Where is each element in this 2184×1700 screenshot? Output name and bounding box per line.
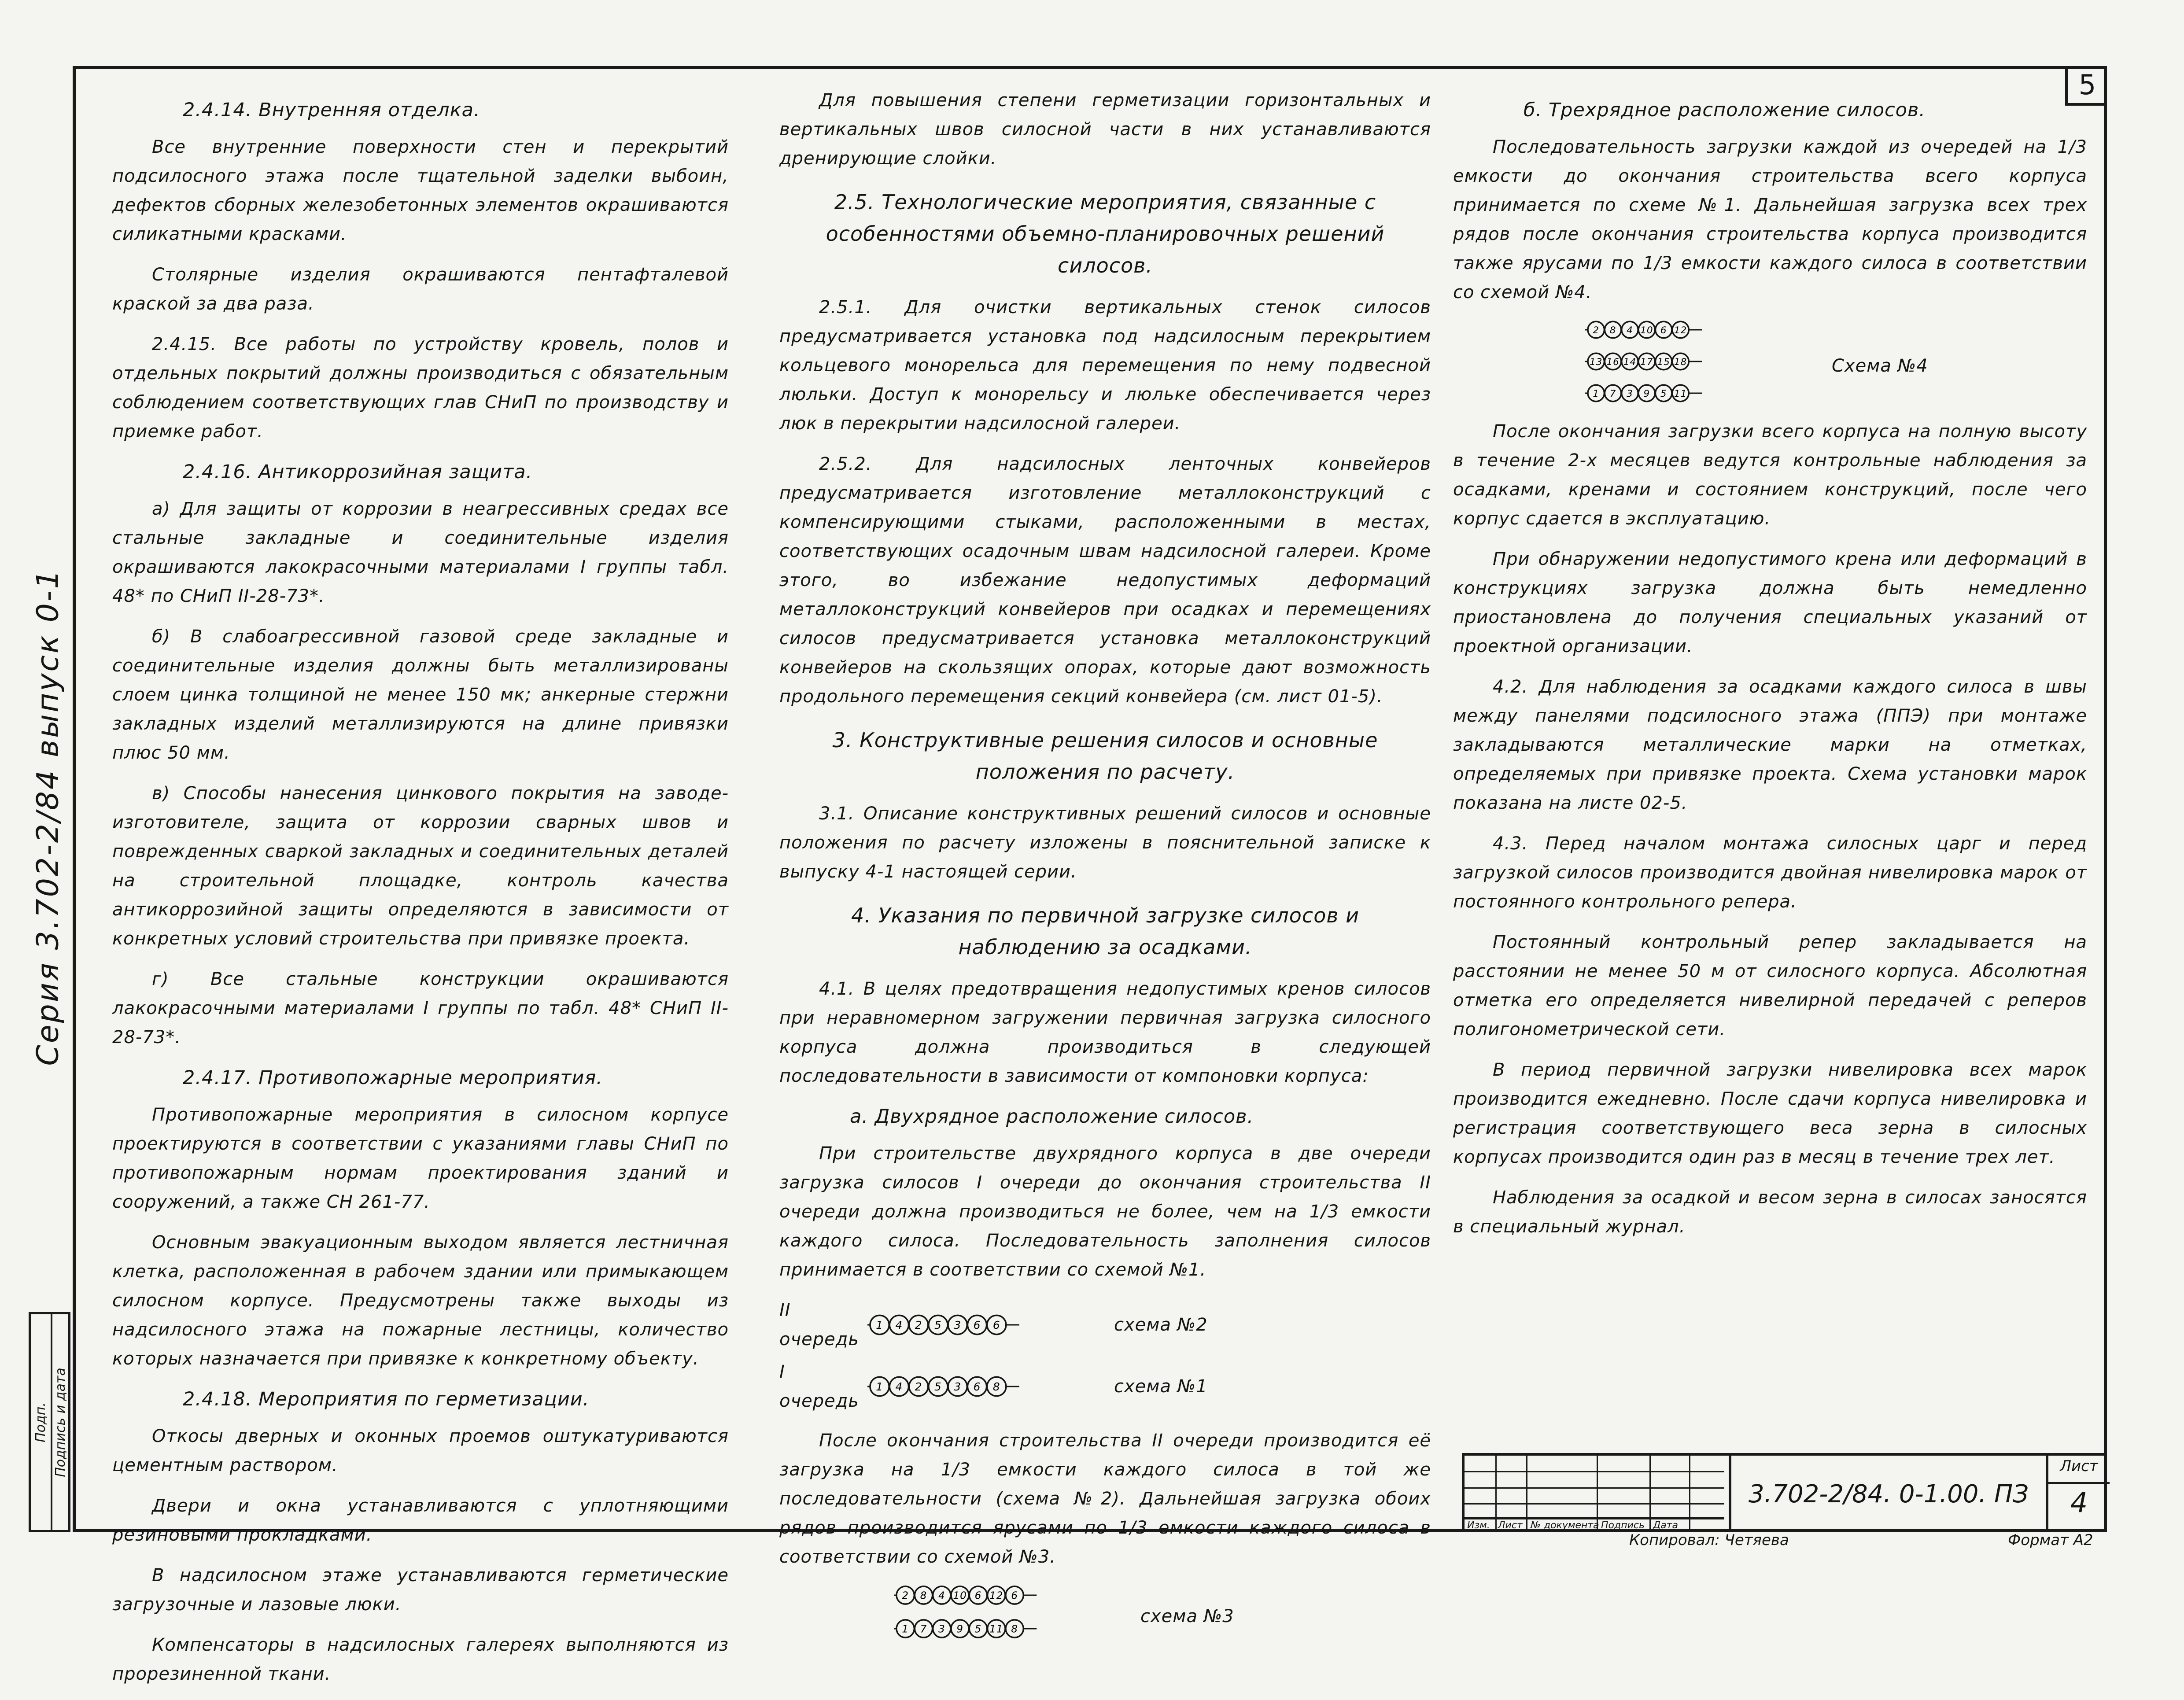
silo-order-number: 6 xyxy=(992,1319,1000,1332)
scheme-3-row-2 xyxy=(894,1616,1123,1641)
paragraph: в) Способы нанесения цинкового покрытия на заводе-изготовителе, защита от коррозии сварных швов и поврежденных сваркой закладных и соединительных деталей на строительной площадке, контроль качества антикоррозийной защиты определяются в зависимости от конкретных условий строительства при привязке проекта. xyxy=(112,783,729,949)
silo-order-number: 5 xyxy=(974,1623,982,1635)
scheme-4-rows xyxy=(1585,318,1805,413)
silo-order-number: 4 xyxy=(895,1319,903,1332)
paragraph: г) Все стальные конструкции окрашиваются лакокрасочными материалами I группы по табл. 48* СНиП II-28-73*. xyxy=(112,969,729,1047)
silo-order-number: 1 xyxy=(902,1623,909,1635)
document-code: 3.702-2/84. 0-1.00. ПЗ xyxy=(1729,1456,2046,1532)
paragraph: После окончания строительства II очереди производится её загрузка на 1/3 емкости каждого силоса в той же последовательности (схема №2). Дальнейшая загрузка обоих рядов производится ярусами по 1/3 емкости каждого силоса в соответствии со схемой №3. xyxy=(779,1431,1431,1567)
stamp-cell-sign: Подп. xyxy=(31,1314,52,1530)
label-date: Дата xyxy=(1653,1520,1678,1531)
copied-by: Копировал: Четяева xyxy=(1629,1531,1789,1549)
silo-order-number: 11 xyxy=(989,1623,1003,1635)
paragraph: Последовательность загрузки каждой из очередей на 1/3 емкости до окончания строительства всего корпуса принимается по схеме №1. Дальнейшая загрузка всех трех рядов после окончания строительства корпуса производится также ярусами по 1/3 емкости каждого силоса в соответствии со схемой №4. xyxy=(1453,137,2087,302)
silo-order-number: 9 xyxy=(1643,388,1650,399)
paper-format: Формат А2 xyxy=(2008,1531,2093,1549)
silo-order-number: 3 xyxy=(938,1623,945,1635)
paragraph: Постоянный контрольный репер закладывается на расстоянии не менее 50 м от силосного корпуса. Абсолютная отметка его определяется нивелирной передачей с реперов полигонометрической сети. xyxy=(1453,932,2087,1040)
silo-order-number: 6 xyxy=(973,1380,981,1394)
column-left xyxy=(112,86,729,1700)
silo-order-number: 15 xyxy=(1657,356,1670,368)
silo-order-number: 8 xyxy=(992,1380,1000,1394)
silo-order-number: 4 xyxy=(938,1589,945,1602)
silo-order-number: 6 xyxy=(973,1319,981,1332)
silo-order-number: 6 xyxy=(974,1589,982,1602)
column-middle xyxy=(779,86,1431,1653)
paragraph: При строительстве двухрядного корпуса в две очереди загрузка силосов I очереди до окончания строительства II очереди должна производиться не более, чем на 1/3 емкости каждого силоса. Последовательность заполнения силосов принимается в соответствии со схемой №1. xyxy=(779,1143,1431,1280)
silo-order-number: 10 xyxy=(1640,325,1653,336)
queue2-label: II очередь xyxy=(779,1300,859,1350)
grid-line xyxy=(1465,1503,1724,1505)
silo-order-number: 3 xyxy=(954,1319,962,1332)
paragraph: Откосы дверных и оконных проемов оштукатуриваются цементным раствором. xyxy=(112,1426,729,1475)
section-title-2-4-14: 2.4.14. Внутренняя отделка. xyxy=(183,99,480,121)
silo-order-number: 3 xyxy=(954,1380,962,1394)
section-title-2-4-16: 2.4.16. Антикоррозийная защита. xyxy=(183,461,533,483)
title-block xyxy=(1462,1453,2107,1532)
scheme-2-diagram xyxy=(867,1312,1096,1338)
paragraph: б) В слабоагрессивной газовой среде закладные и соединительные изделия должны быть металлизированы слоем цинка толщиной не менее 150 мк; анкерные стержни закладных изделий металлизируются на длине привязки плюс 50 мм. xyxy=(112,627,729,763)
scheme-4-row-3 xyxy=(1585,382,1805,405)
paragraph: Наблюдения за осадкой и весом зерна в силосах заносятся в специальный журнал. xyxy=(1453,1187,2087,1237)
label-change: Изм. xyxy=(1467,1520,1490,1531)
paragraph: 4.1. В целях предотвращения недопустимых кренов силосов при неравномерном загружении первичная загрузка силосного корпуса должна производиться в следующей последовательности в зависимости от компоновки корпуса: xyxy=(779,979,1431,1086)
subsection-title-b: б. Трехрядное расположение силосов. xyxy=(1524,99,1926,121)
section-title-2-4-18: 2.4.18. Мероприятия по герметизации. xyxy=(183,1388,590,1410)
section-title-2-4-17: 2.4.17. Противопожарные мероприятия. xyxy=(183,1067,603,1089)
silo-order-number: 5 xyxy=(934,1319,942,1332)
paragraph: 2.4.15. Все работы по устройству кровель, полов и отдельных покрытий должны производиться с обязательным соблюдением соответствующих глав СНиП по производству и приемке работ. xyxy=(112,334,729,442)
silo-order-number: 13 xyxy=(1590,356,1603,368)
grid-line xyxy=(1465,1471,1724,1472)
silo-order-number: 2 xyxy=(902,1589,909,1602)
paragraph: Двери и окна устанавливаются с уплотняющими резиновыми прокладками. xyxy=(112,1496,729,1545)
sheet-number-box xyxy=(2046,1456,2110,1532)
silo-order-number: 4 xyxy=(895,1380,903,1394)
silo-order-number: 16 xyxy=(1606,356,1620,368)
silo-order-number: 1 xyxy=(876,1380,883,1394)
side-series-label: Серия 3.702-2/84 выпуск 0-1 xyxy=(31,568,66,1066)
silo-order-number: 1 xyxy=(876,1319,883,1332)
silo-order-number: 4 xyxy=(1627,325,1633,336)
paragraph: Компенсаторы в надсилосных галереях выполняются из прорезиненной ткани. xyxy=(112,1635,729,1684)
silo-order-number: 5 xyxy=(1660,388,1667,399)
subsection-title-a: а. Двухрядное расположение силосов. xyxy=(850,1106,1254,1128)
sheet-corner-number: 5 xyxy=(2065,66,2107,106)
silo-order-number: 12 xyxy=(989,1589,1003,1602)
scheme-queue1 xyxy=(779,1357,1431,1416)
silo-order-number: 17 xyxy=(1640,356,1653,368)
scheme2-name: схема №2 xyxy=(1114,1315,1208,1335)
silo-order-number: 5 xyxy=(934,1380,942,1394)
silo-order-number: 3 xyxy=(1627,388,1633,399)
silo-order-number: 7 xyxy=(920,1623,927,1635)
silo-order-number: 6 xyxy=(1660,325,1667,336)
silo-order-number: 7 xyxy=(1609,388,1616,399)
silo-order-number: 11 xyxy=(1674,388,1687,399)
sheet-number: 4 xyxy=(2070,1486,2088,1519)
label-signature: Подпись xyxy=(1601,1520,1645,1531)
scheme-3-rows xyxy=(894,1583,1123,1650)
silo-order-number: 2 xyxy=(915,1319,922,1332)
silo-order-number: 14 xyxy=(1623,356,1637,368)
section-title-3: 3. Конструктивные решения силосов и основные положения по расчету. xyxy=(832,728,1378,784)
paragraph: а) Для защиты от коррозии в неагрессивных средах все стальные закладные и соединительные изделия окрашиваются лакокрасочными материалами I группы табл. 48* по СНиП II-28-73*. xyxy=(112,499,729,606)
paragraph: 3.1. Описание конструктивных решений силосов и основные положения по расчету изложены в пояснительной записке к выпуску 4-1 настоящей серии. xyxy=(779,804,1431,882)
scheme-4-row-1 xyxy=(1585,318,1805,341)
paragraph: Основным эвакуационным выходом является лестничная клетка, расположенная в рабочем здании или примыкающем силосном корпусе. Предусмотрены также выходы из надсилосного этажа на пожарные лестницы, количество которых назначается при привязке к конкретному объекту. xyxy=(112,1232,729,1369)
paragraph: Для повышения степени герметизации горизонтальных и вертикальных швов силосной части в них устанавливаются дренирующие слойки. xyxy=(779,90,1431,169)
silo-order-number: 6 xyxy=(1011,1589,1018,1602)
column-right xyxy=(1453,86,2087,1253)
scheme-3 xyxy=(894,1583,1431,1650)
scheme1-name: схема №1 xyxy=(1114,1376,1208,1397)
paragraph: После окончания загрузки всего корпуса на полную высоту в течение 2-х месяцев ведутся контрольные наблюдения за осадками, кренами и состоянием конструкций, после чего корпус сдается в эксплуатацию. xyxy=(1453,421,2087,529)
label-document: № документа xyxy=(1531,1520,1599,1531)
paragraph: Все внутренние поверхности стен и перекрытий подсилосного этажа после тщательной заделки выбоин, дефектов сборных железобетонных элементов окрашиваются силикатными красками. xyxy=(112,137,729,244)
paragraph: 4.2. Для наблюдения за осадками каждого силоса в швы между панелями подсилосного этажа (ППЭ) при монтаже закладываются металлические марки на отметках, определяемых при привязке проекта. Схема установки марок показана на листе 02-5. xyxy=(1453,677,2087,813)
silo-order-number: 12 xyxy=(1674,325,1687,336)
scheme-1-diagram xyxy=(867,1373,1096,1400)
silo-order-number: 10 xyxy=(953,1589,967,1602)
silo-order-number: 8 xyxy=(1609,325,1616,336)
paragraph: В период первичной загрузки нивелировка всех марок производится ежедневно. После сдачи корпуса нивелировка и регистрация соответствующего веса зерна в силосных корпусах производится один раз в месяц в течение трех лет. xyxy=(1453,1060,2087,1167)
queue1-label: I очередь xyxy=(779,1362,859,1411)
paragraph: Столярные изделия окрашиваются пентафталевой краской за два раза. xyxy=(112,265,729,314)
scheme4-name: Схема №4 xyxy=(1832,356,1928,376)
sheet-label: Лист xyxy=(2048,1457,2110,1484)
paragraph: Противопожарные мероприятия в силосном корпусе проектируются в соответствии с указаниями главы СНиП по противопожарным нормам проектирования зданий и сооружений, а также СН 261-77. xyxy=(112,1105,729,1212)
scheme-4-row-2 xyxy=(1585,350,1805,373)
silo-order-number: 8 xyxy=(1011,1623,1018,1635)
label-sheet: Лист xyxy=(1498,1520,1523,1531)
section-title-2-5: 2.5. Технологические мероприятия, связанные с особенностями объемно-планировочных решений силосов. xyxy=(826,190,1385,277)
silo-order-number: 9 xyxy=(956,1623,964,1635)
scheme3-name: схема №3 xyxy=(1140,1606,1234,1626)
scheme-queue2 xyxy=(779,1296,1431,1354)
scheme-4 xyxy=(1585,318,2087,413)
section-title-4: 4. Указания по первичной загрузке силосов и наблюдению за осадками. xyxy=(851,903,1359,959)
silo-order-number: 8 xyxy=(920,1589,927,1602)
paragraph: 2.5.2. Для надсилосных ленточных конвейеров предусматривается изготовление металлоконструкций с компенсирующими стыками, расположенными в местах, соответствующих осадочным швам надсилосной галереи. Кроме этого, во избежание недопустимых деформаций металлоконструкций конвейеров при осадках и перемещениях силосов предусматривается установка металлоконструкций конвейеров на скользящих опорах, которые дают возможность продольного перемещения секций конвейера (см. лист 01-5). xyxy=(779,454,1431,707)
silo-order-number: 18 xyxy=(1674,356,1687,368)
silo-order-number: 2 xyxy=(915,1380,922,1394)
paragraph: 2.5.1. Для очистки вертикальных стенок силосов предусматривается установка под надсилосным перекрытием кольцевого монорельса для перемещения по нему подвесной люльки. Доступ к монорельсу и люльке обеспечивается через люк в перекрытии надсилосной галереи. xyxy=(779,297,1431,434)
paragraph: При обнаружении недопустимого крена или деформаций в конструкциях загрузка должна быть немедленно приостановлена до получения специальных указаний от проектной организации. xyxy=(1453,549,2087,656)
silo-order-number: 2 xyxy=(1593,325,1600,336)
stamp-cell-date: Подпись и дата xyxy=(53,1367,68,1477)
paragraph: 4.3. Перед началом монтажа силосных царг и перед загрузкой силосов производится двойная нивелировка марок от постоянного контрольного репера. xyxy=(1453,833,2087,912)
scheme-3-row-1 xyxy=(894,1583,1123,1608)
silo-order-number: 1 xyxy=(1593,388,1600,399)
side-signature-stamp xyxy=(29,1312,70,1532)
paragraph: В надсилосном этаже устанавливаются герметические загрузочные и лазовые люки. xyxy=(112,1565,729,1615)
grid-line xyxy=(1465,1487,1724,1489)
